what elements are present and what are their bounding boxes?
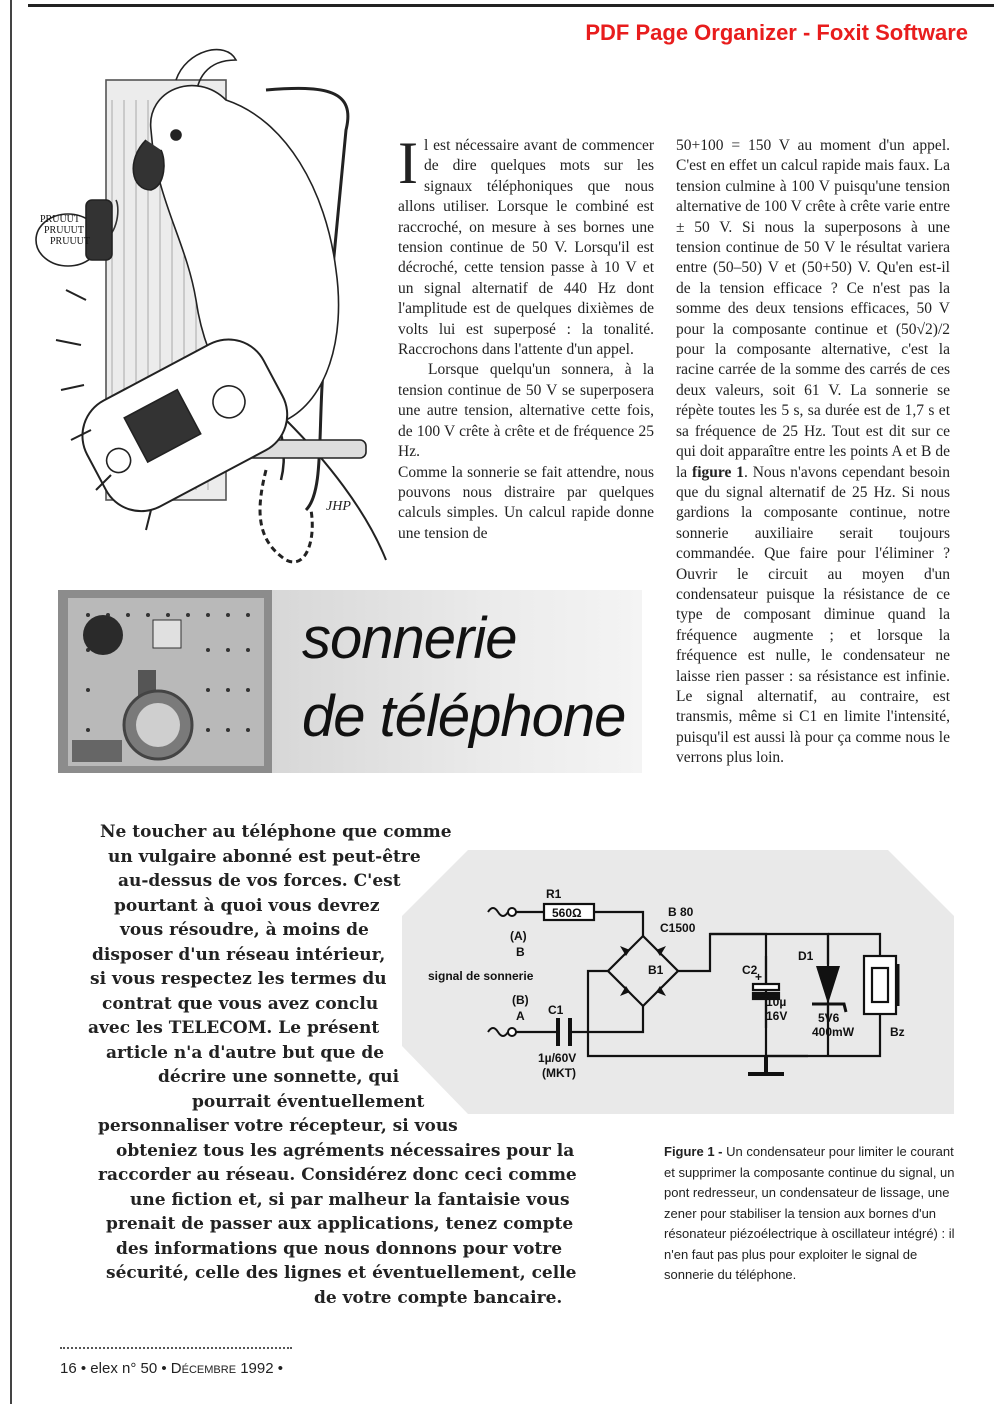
intro-line: sécurité, celle des lignes et éventuellement, celle	[106, 1263, 577, 1283]
title-line-1: sonnerie	[302, 606, 517, 671]
issue-date: Décembre 1992	[170, 1360, 274, 1377]
intro-line: avec les TELECOM. Le présent	[88, 1018, 380, 1038]
col1-paragraph-2: Lorsque quelqu'un sonnera, à la tension continue de 50 V se superposera une autre tension, alternative cette fois, de 100 V crête à crête et de fréquence 25 Hz.	[398, 361, 654, 461]
intro-line: prenait de passer aux applications, tenez compte	[106, 1214, 574, 1234]
magazine-issue: elex n° 50	[90, 1360, 158, 1377]
drop-cap: I	[398, 130, 418, 196]
circuit-photo	[58, 590, 272, 773]
article-title	[302, 600, 625, 756]
intro-line: raccorder au réseau. Considérez donc ceci comme	[98, 1165, 577, 1185]
intro-line: personnaliser votre récepteur, si vous	[98, 1116, 458, 1136]
footer-bullet: •	[80, 1360, 87, 1377]
page-footer	[60, 1360, 283, 1377]
intro-line: obteniez tous les agréments nécessaires pour la	[116, 1140, 575, 1161]
c2-value: 10µ	[766, 995, 787, 1009]
page-edge-rule	[10, 0, 12, 1404]
c1-value: 1µ/60V	[538, 1051, 577, 1065]
intro-line: des informations que nous donnons pour votre	[116, 1238, 563, 1259]
point-a: A	[516, 1009, 525, 1023]
schematic-figure-1	[398, 846, 956, 1114]
footer-bullet: •	[161, 1360, 167, 1377]
intro-line: une fiction et, si par malheur la fantaisie vous	[130, 1189, 570, 1210]
bubble-line-1: PRUUUT	[40, 214, 81, 225]
r1-value: 560Ω	[552, 906, 582, 920]
intro-line: Ne toucher au téléphone que comme	[100, 822, 452, 842]
c2-voltage: 16V	[766, 1009, 788, 1023]
point-a-paren: (A)	[510, 929, 527, 943]
bridge-type: B 80	[668, 905, 694, 919]
intro-line: un vulgaire abonné est peut-être	[108, 846, 421, 867]
bz-label: Bz	[890, 1025, 905, 1039]
intro-line: au-dessus de vos forces. C'est	[118, 871, 401, 891]
point-b-paren: (B)	[512, 993, 529, 1007]
figure-caption	[664, 1142, 956, 1286]
illustrator-signature: JHP	[326, 499, 351, 514]
d1-value: 5V6	[818, 1011, 840, 1025]
cockatoo-illustration	[26, 40, 396, 580]
d1-power: 400mW	[812, 1025, 855, 1039]
watermark: PDF Page Organizer - Foxit Software	[585, 20, 968, 45]
intro-line: de votre compte bancaire.	[314, 1287, 563, 1308]
page-number: 16	[60, 1360, 77, 1377]
top-rule	[28, 4, 994, 7]
article-column-2	[676, 136, 950, 769]
intro-line: disposer d'un réseau intérieur,	[92, 944, 386, 965]
intro-line: décrire une sonnette, qui	[158, 1067, 400, 1087]
col1-paragraph-3: Comme la sonnerie se fait attendre, nous pouvons nous distraire par quelques calculs simples. Un calcul rapide donne une tension de	[398, 463, 654, 542]
figure-ref: figure 1	[692, 463, 744, 481]
c2-label: C2	[742, 963, 758, 977]
footer-bullet: •	[277, 1360, 284, 1377]
article-column-1	[398, 130, 654, 544]
title-line-2: de téléphone	[302, 684, 626, 749]
intro-line: pourtant à quoi vous devrez	[114, 895, 380, 916]
c1-label: C1	[548, 1003, 564, 1017]
c1-type: (MKT)	[542, 1066, 576, 1080]
footer-dotted-rule	[60, 1347, 292, 1349]
intro-line: article n'a d'autre but que de	[106, 1042, 385, 1063]
intro-line: vous résoudre, à moins de	[120, 920, 369, 940]
c2-plus: +	[755, 970, 763, 984]
point-b: B	[516, 945, 525, 959]
col2-text-b: . Nous n'avons cependant besoin que du signal alternatif de 25 Hz. Si nous gardions la composante continue, notre sonnerie auxiliaire serait toujours commandée. Que faire pour l'éliminer ? Ouvrir le circuit au moyen d'un condensateur puisque la résistance de ce type de composant diminue quand la fréquence augmente ; et lorsque la fréquence est nulle, le condensateur ne laisse rien passer : sa résistance est infinie. Le signal alternatif, au contraire, est transmis, même si C1 en limite l'intensité, puisqu'il est aussi là pour ça comme nous le verrons plus loin.	[676, 463, 950, 767]
col2-text-a: 50+100 = 150 V au moment d'un appel. C'est en effet un calcul rapide mais faux. La tension culmine à 100 V puisqu'une tension alternative de 100 V crête à crête varie entre ± 50 V. Si nous la superposons à une tension continue de 50 V le résultat variera entre (50–50) V et (50+50) V. Qu'en est-il de la tension efficace ? Ce n'est pas la somme des deux tensions efficaces, 50 V pour la composante continue et (50√2)/2 pour la composante alternative, c'est la racine carrée de la somme des carrés de ces deux valeurs, soit 61 V. La sonnerie se répète toutes les 5 s, sa durée est de 1,7 s et sa fréquence de 25 Hz. Tout est dit sur ce qui doit apparaître entre les points A et B de la	[676, 137, 950, 481]
b1-label: B1	[648, 963, 664, 977]
intro-line: pourrait éventuellement	[192, 1091, 425, 1112]
caption-text: Un condensateur pour limiter le courant et supprimer la composante continue du signal, un pont redresseur, un condensateur de lissage, une zener pour stabiliser la tension aux bornes d'un résonateur piézoélectrique à oscillateur intégré) : il n'en faut pas plus pour exploiter le signal de sonnerie du téléphone.	[664, 1144, 955, 1282]
col1-paragraph-1: l est nécessaire avant de commencer de dire quelques mots sur les signaux téléphoniques que nous allons utiliser. Lorsque le combiné est raccroché, on mesure à ses bornes une tension continue de 50 V. Lorsqu'il est décroché, cette tension passe à 10 V et un signal alternatif de 440 Hz dont l'amplitude est de quelques dixièmes de volts lui est superposé : la tonalité. Raccrochons dans l'attente d'un appel.	[398, 137, 654, 359]
bubble-line-3: PRUUUT	[50, 236, 91, 247]
caption-label: Figure 1 -	[664, 1144, 723, 1159]
intro-line: si vous respectez les termes du	[90, 969, 387, 989]
r1-label: R1	[546, 887, 562, 901]
d1-label: D1	[798, 949, 814, 963]
bubble-line-2: PRUUUT	[44, 225, 85, 236]
bridge-type-2: C1500	[660, 921, 696, 935]
intro-line: contrat que vous avez conclu	[102, 993, 379, 1014]
signal-label: signal de sonnerie	[428, 969, 534, 983]
